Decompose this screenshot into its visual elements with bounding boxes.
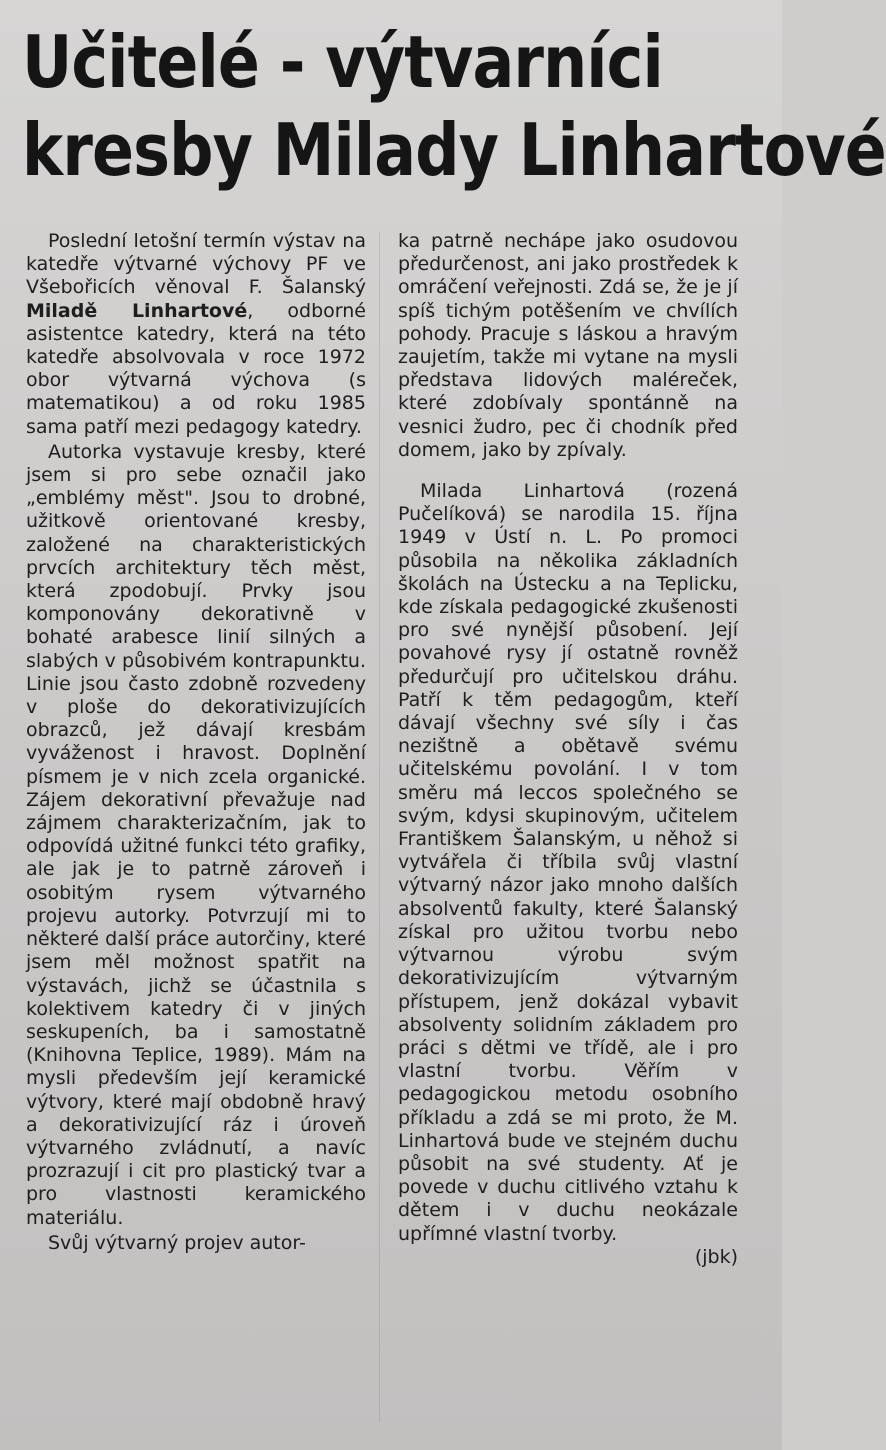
headline	[22, 18, 886, 194]
article-column-left	[26, 230, 366, 1255]
article-paragraph-3-continued: ka patrně nechápe jako osudovou předurčenost, ani jako prostředek k omráčení veřejnosti. Zdá se, že je jí spíš tichým potěšením ve chvílích pohody. Pracuje s láskou a hravým zaujetím, takže mi vytane na mysli představa lidových malérеček, které zdobívaly spontánně na vesnici žudro, pec či chodník před domem, jako by zpívaly.	[398, 230, 738, 461]
author-signature: (jbk)	[694, 1245, 738, 1268]
paragraph-1-text-start: Poslední letošní termín výstav na katedře výtvarné výchovy PF ve Všebořicích věnoval F. Šalanský	[26, 230, 366, 299]
column-divider	[379, 232, 380, 1422]
article-paragraph-2: Autorka vystavuje kresby, které jsem si pro sebe označil jako „emblémy měst". Jsou to drobné, užitkově orientované kresby, založené na charakteristických prvcích architektury těch měst, která zpodobují. Prvky jsou komponovány dekorativně v bohaté arabesce linií silných a slabých v působivém kontrapunktu. Linie jsou často zdobně rozvedeny v ploše do dekorativizujících obrazců, jež dávají kresbám vyváženost i hravost. Doplnění písmem je v nich zcela organické. Zájem dekorativní převažuje nad zájmem charakterizačním, jak to odpovídá užitné funkci této grafiky, ale jak je to patrně zároveň i osobitým rysem výtvarného projevu autorky. Potvrzují mi to některé další práce autorčiny, které jsem měl možnost spatřit na výstavách, jichž se účastnila s kolektivem katedry či v jiných seskupeních, ba i samostatně (Knihovna Teplice, 1989). Mám na mysli především její keramické výtvory, které mají obdobně hravý a dekorativizující ráz i úroveň výtvarného zvládnutí, a navíc prozrazují i cit pro plastický tvar a pro vlastnosti keramického materiálu.	[26, 440, 366, 1229]
headline-line-2: kresby Milady Linhartové	[22, 108, 886, 192]
article-paragraph-3: Svůj výtvarný projev autor-	[48, 1231, 306, 1254]
article-paragraph-1	[26, 230, 366, 439]
paragraph-1-text-end: , odborné asistentce katedry, která na této katedře absolvovala v roce 1972 obor výtvarná výchova (s matematikou) a od roku 1985 sama patří mezi pedagogy katedry.	[26, 299, 366, 438]
article-paragraph-4: Milada Linhartová (rozená Pučelíková) se narodila 15. října 1949 v Ústí n. L. Po promoci působila na několika základních školách na Ústecku a na Teplicku, kde získala pedagogické zkušenosti pro své nynější působení. Její povahové rysy jí ostatně rovněž předurčují pro učitelskou dráhu. Patří k těm pedagogům, kteří dávají všechny své síly i čas nezištně a obětavě svému učitelskému povolání. I v tom směru má leccos společného se svým, kdysi skupinovým, učitelem Františkem Šalanským, u něhož si vytvářela či tříbila svůj vlastní výtvarný názor jako mnoho dalších absolventů fakulty, které Šalanský získal pro užitou tvorbu nebo výtvarnou výrobu svým dekorativizujícím výtvarným přístupem, jenž dokázal vybavit absolventy solidním základem pro práci s dětmi ve třídě, ale i pro vlastní tvorbu. Věřím v pedagogickou metodu osobního příkladu a zdá se mi proto, že M. Linhartová bude ve stejném duchu působit na své studenty. Ať je povede v duchu citlivého vztahu k dětem i v duchu neokázale upřímné vlastní tvorby.	[398, 480, 738, 1245]
artist-name: Miladě Linhartové	[26, 299, 248, 322]
headline-line-1: Učitelé - výtvarníci	[22, 20, 663, 104]
article-column-right	[398, 230, 738, 1269]
